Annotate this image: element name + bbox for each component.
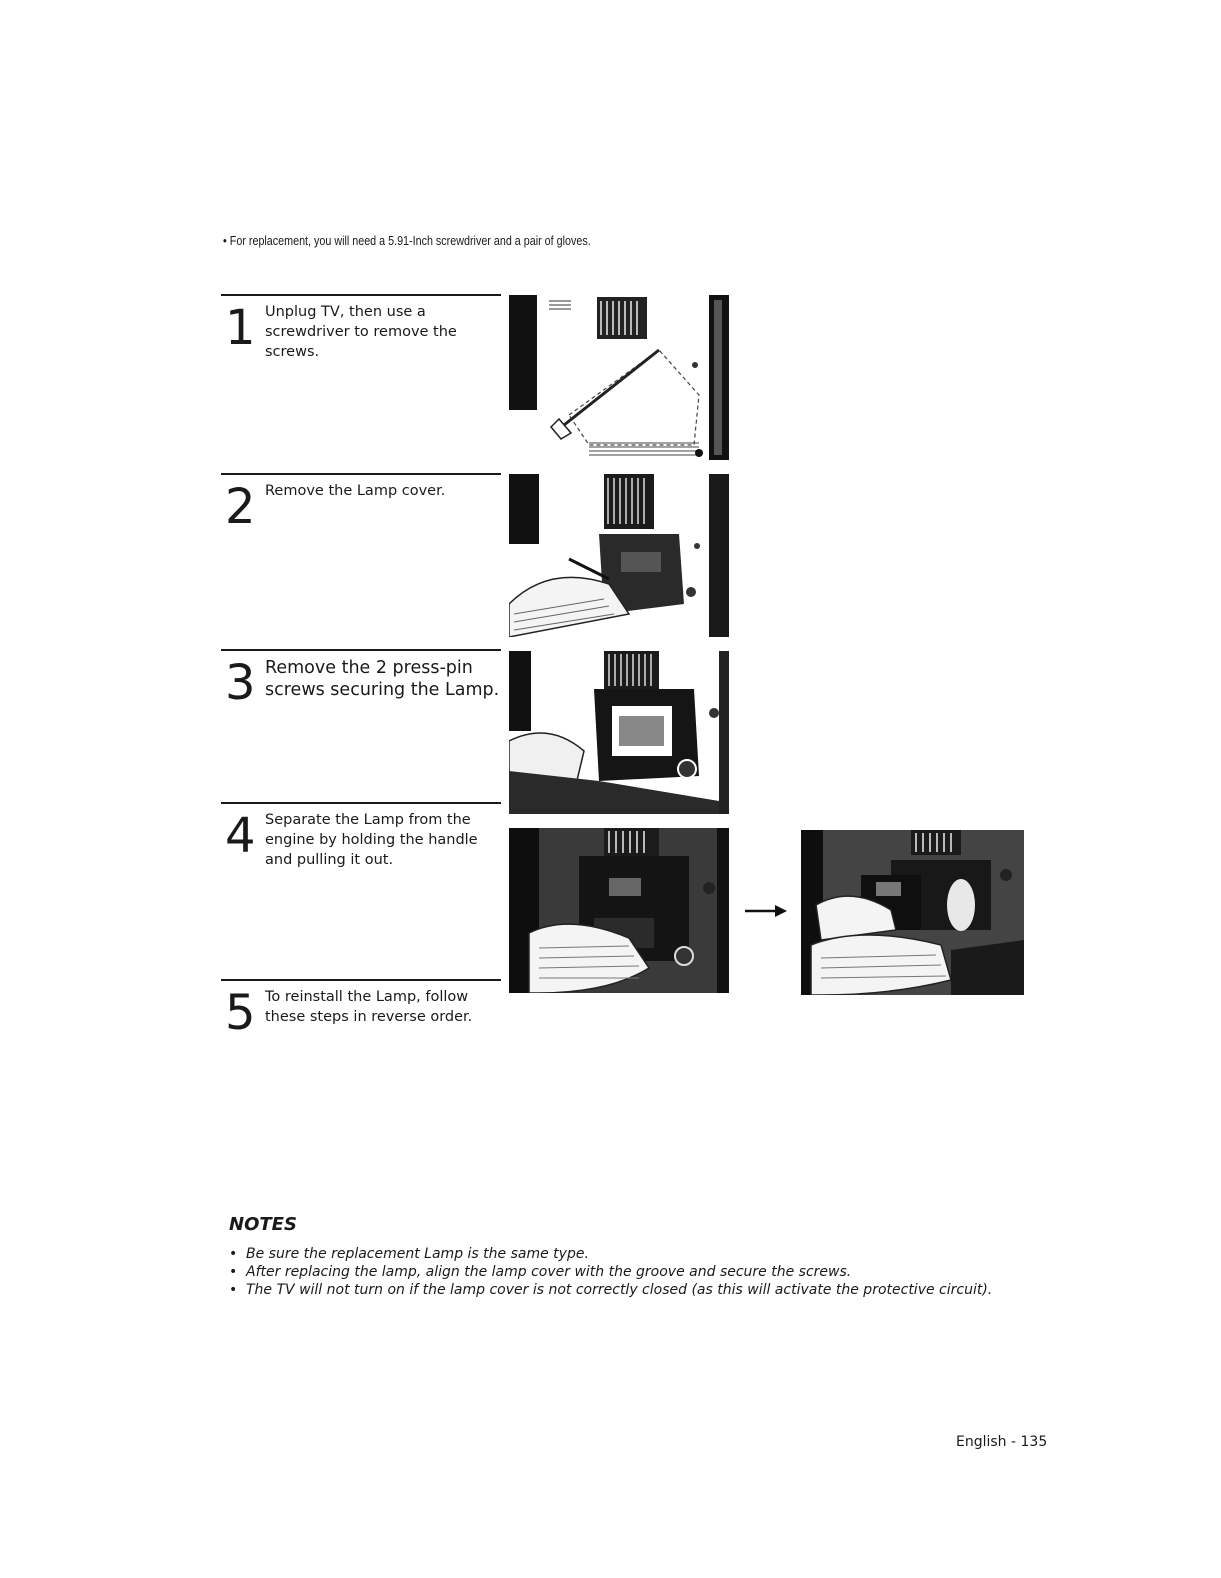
step-divider: [221, 649, 501, 651]
note-item: [229, 1246, 1019, 1263]
page-number: English - 135: [956, 1434, 1048, 1450]
step-4-illustration-before: [509, 828, 729, 993]
intro-note: [223, 234, 591, 248]
step-1-photo: [509, 295, 729, 460]
step-4-illustration-after: [801, 830, 1024, 995]
step-divider: [221, 294, 501, 296]
step-1: [221, 294, 503, 360]
step-2-photo: [509, 474, 729, 637]
note-item: [229, 1282, 1019, 1299]
note-text: After replacing the lamp, align the lamp cover with the groove and secure the screws.: [246, 1264, 852, 1280]
bullet-icon: •: [229, 1264, 238, 1280]
step-2-illustration: [509, 474, 729, 637]
note-item: [229, 1264, 1019, 1281]
step-text: To reinstall the Lamp, follow these steps in reverse order.: [265, 989, 473, 1025]
step-3-illustration: [509, 651, 729, 814]
step-divider: [221, 802, 501, 804]
right-arrow-icon: [745, 904, 787, 918]
step-4: [221, 802, 503, 868]
notes-list: [229, 1246, 1019, 1300]
step-text: Unplug TV, then use a screwdriver to remove the screws.: [265, 304, 457, 360]
step-text: Remove the 2 press-pin screws securing the Lamp.: [265, 658, 500, 700]
step-number: 3: [225, 655, 256, 711]
step-divider: [221, 473, 501, 475]
bullet-icon: •: [229, 1246, 238, 1262]
step-number: 2: [225, 479, 256, 535]
intro-bullet: •: [223, 234, 227, 248]
note-text: The TV will not turn on if the lamp cover is not correctly closed (as this will activate the protective circuit).: [246, 1282, 993, 1298]
bullet-icon: •: [229, 1282, 238, 1298]
step-5: [221, 979, 503, 1041]
step-4-photo-before: [509, 828, 729, 993]
step-3: [221, 649, 503, 711]
step-text: Separate the Lamp from the engine by holding the handle and pulling it out.: [265, 812, 478, 868]
intro-text: For replacement, you will need a 5.91-Inch screwdriver and a pair of gloves.: [229, 234, 591, 248]
step-number: 5: [225, 985, 256, 1041]
step-4-photo-after: [801, 830, 1024, 995]
step-2: [221, 473, 503, 535]
step-divider: [221, 979, 501, 981]
step-3-photo: [509, 651, 729, 814]
notes-title: NOTES: [229, 1214, 297, 1235]
note-text: Be sure the replacement Lamp is the same type.: [246, 1246, 589, 1262]
step-text: Remove the Lamp cover.: [265, 483, 446, 499]
step-number: 4: [225, 808, 256, 864]
step-number: 1: [225, 300, 256, 356]
step-1-illustration: [509, 295, 729, 460]
